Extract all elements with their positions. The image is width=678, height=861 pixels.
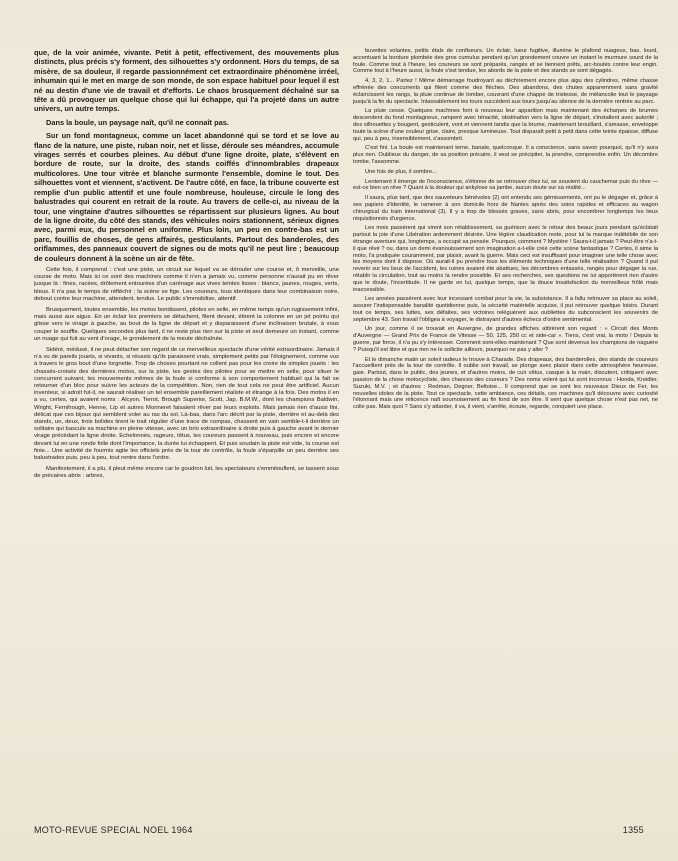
left-column [34,48,339,820]
lead-text [34,48,339,263]
body-paragraph: Sidéré, médusé, il ne peut détacher son regard de ce merveilleux spectacle d'une vérité extraordinaire. Jamais il n'a vu de pareils jouets, si vivants, si réussis qu'ils paraissent vrais, simplement petits par l'éloignement, comme vus à travers le gros bout d'une lorgnette. Trop de choses pourtant ne collent pas pour les croire de simples jouets : les chassés-croisés des dernières motos, sur la piste, les gestes des pilotes pour se mettre en selle, pour situer le concurrent suivant, les mouvements mêmes de la foule si conforme à son comportement habituel qui la fait se retourner d'un bloc pour suivre les acteurs de la compétition. Non, rien de tout cela ne peut être artificiel. Aucun inventeur, si adroit fut-il, ne saurait réaliser un tel ensemble pareillement réaliste et étrange à la fois. Des motos il en a vu, certes, qui avaient noms : Alcyon, Terrot, Brough Superior, Scott, Jap, B.M.W., dont les champions Baldwin, Wright, Fernihough, Henne, Lip et autres Monneret faisaient rêver par leurs exploits. Mais jamais rien d'aussi fini, délicat que ces bijoux qui semblent voler au ras du sol. Là-bas, dans l'arc décrit par la piste, derrière et au-delà des stands, un, deux, trois bolides tirent le trait régulier d'une trace de compas, chassent en vain semble-t-il derrière un solitaire qui bascule sa machine en pleine vitesse, avec un brio extraordinaire à droite puis à gauche avant le dernier virage précédant la ligne droite. Echelonnés, rageurs, têtus, les coureurs passent à nouveau, puis encore et encore devant lui en une ronde folle dont l'importance, la durée lui échappent. Et puis soudain la piste est vide, la course est finie... Une activité de fourmis agite les officiels près de la tour de contrôle, la foule s'éparpille un peu derrière ses balustrades puis, peu à peu, tout rentre dans l'ordre. [34,346,339,462]
body-paragraph: 4, 3, 2, 1... Partez ! Même démarrage foudroyant au déchirement encore plus aigu des cylindres, même chasse effrénée des concurrents qui filent comme des flèches. Des abandons, des chutes apparemment sans gravité éclaircissent les rangs, la pluie continue de tomber, couvrant d'une chappe de tristesse, de mélancolie tout le paysage jusqu'à la fin du spectacle. Inlassablement les tours succèdent aux tours jusqu'au silence de la dernière rentrée au parc. [353,78,658,105]
body-text [34,267,339,481]
publication-title: MOTO-REVUE SPECIAL NOEL 1964 [34,825,193,835]
body-paragraph: buvettes volantes, petits étals de confiseurs. Un éclair, lueur fugitive, illumine le plafond nuageux, bas, lourd, accentuant la bordure plombée des gros cumulus pendant qu'un grondement couvre un instant le murmure sourd de la foule. Comme tout à l'heure, les coureurs se sont préparés, rangés et se tiennent prêts, arc-boutés contre leur engin. Comme tout à l'heure aussi, la foule s'est tendue, les abords de la piste et des stands se sont dégagés. [353,48,658,75]
body-paragraph: Et le dimanche matin un soleil radieux le trouve à Charade. Des drapeaux, des banderolles, des stands de coureurs l'accueillent près de la tour de contrôle. Il oublie son travail, se plonge avec plaisir dans cette atmosphère heureuse, gaie. Partout, dans le public, des jeunes, et d'autres moins, de cuir vêtus, casque à la main, discutent, critiquent avec passion de la chose motocycliste, des chances des coureurs ? Des noms volent qui lui sont inconnus : Honda, Kreidler, Suzuki, M.V. ; et d'autres : Redman, Degner, Beltoise... Il comprend que se sont les nouveaux Dieux de Fer, les nouvelles idoles de la piste. Tout ce spectacle, cette ambiance, ces détails, ces machines qu'il découvre avec curiosité l'étonnant mais une réticence naît sournoisement au fin fond de son être. Il sent que quelque chose n'est pas net, ne colle pas. Mais quoi ? Sans s'y attarder, il va, il vient, s'arrête, écoute, regarde, conquiert une place. [353,356,658,411]
body-paragraph: Cette fois, il comprend : c'est une piste, un circuit sur lequel va se dérouler une course et, ô merveille, une course de moto. Mais ici ce sont des machines comme il n'en a jamais vu, comme personne n'aurait pu en rêver jusque là : fines, racées, drôlement entourées d'un carénage aux vives teintes lisses : blancs, jaunes, rouges, verts, bleus. Il n'a pas le temps de réfléchir ; la scène se fige. Les coureurs, tous identiques dans leur combinaison noire, debout contre leur machine, attendent, tendus. Le public s'immobilise, attentif. [34,266,339,302]
right-column [353,48,658,820]
body-paragraph: C'est fini. La boule est maintenant terne, banale, quelconque. Il a conscience, sans savoir pourquoi, qu'il n'y aura plus rien. Oublieux du danger, de sa position précaire, il veut se précipiter, la prendre, comprendre enfin. Un décombre tombe, l'assomme. [353,145,658,165]
body-paragraph: Une fois de plus, il sombre... [365,168,437,175]
lead-paragraph: Dans la boule, un paysage naît, qu'il ne connaît pas. [46,117,229,127]
body-paragraph: Un jour, comme il se trouvait en Auvergne, de grandes affiches attirèrent son regard : « Circuit des Monts d'Auvergne — Grand Prix de France de Vitesse — 50, 125, 250 cc et side-car ». Tiens, c'est vrai, la moto ! Depuis la guerre, par force, il n'a pu s'y intéresser. Comment sont-elles maintenant ? Que sont devenus les champions de naguère ? Puisqu'il est libre et que rien ne le sollicite ailleurs, pourquoi ne pas y aller ? [353,326,658,353]
body-paragraph: Il saura, plus tard, que des sauveteurs bénévoles (2) ont entendu ses gémissements, ont pu le dégager et, grâce à ses papiers d'identité, le ramener à son domicile hors de Nantes après des soins rapides et efficaces au wagon chirurgical du train international (3). Il y a trop de blessés graves, sans abris, pour encombrer longtemps les lieux réquisitionnés d'urgence. [353,195,658,222]
body-paragraph: Manifestement, il a plu, il pleut même encore car le goudron luit, les spectateurs s'emmitouflent, se tassent sous de précaires abris : arbres, [34,466,339,480]
body-paragraph: La pluie cesse. Quelques machines font à nouveau leur apparition mais maintenant des écharpes de brumes descendent du fond montagneux, rampent avec ténacité, obstination vers la ligne de départ, s'installent avec autorité ; des silhouettes y bougent, gesticulent, vont et viennent tandis que la brume, maintenant brouillard, s'amasse, enveloppe toute la scène d'une couleur grise, claire, presque lumineuse. Tout disparaît petit à petit dans cette teinte épaisse, diffuse qui, peu à peu, insensiblement, s'assombrit. [353,108,658,142]
body-paragraph: Lentement il émerge de l'inconscience, s'étonne de se retrouver chez lui, se souvient du cauchemar puis du rêve — est-ce bien un rêve ? Quant à la douleur qui ankylose sa jambe, aucun doute sur sa réalité... [353,178,658,192]
body-paragraph: Brusquement, toutes ensemble, les motos bondissent, pilotes en selle, en même temps qu'un rugissement infini, mais aussi aux aigus. En un éclair les premiers se détachent, filent devant, étirent la colonne en un jet pointu qui glisse vers le virage à gauche, au bout de la ligne de départ et y disparaissent d'une inclinaison brutale, à vous couper le souffle. Quelques secondes plus tard, il ne reste plus rien sur la piste et seul demeure un instant, comme un nuage qui fuit au vent d'orage, le grondement de la meute déchaînée. [34,306,339,342]
body-paragraph: Les années passèrent avec leur incessant combat pour la vie, la subsistance. Il a fallu retrouver sa place au soleil, assurer l'indispensable banalité quotidienne puis, la sécurité matérielle acquise, il put retrouver quelque loisirs. Durant tout ce temps, ses luttes, ses défaites, ses victoires reléguèrent aux oubliettes du subconscient les souvenirs de septembre 43. Son travail l'obligea à voyager, le distrayant d'autres échecs d'ordre sentimental. [353,296,658,323]
body-paragraph: Les mois passèrent qui virent son rétablissement, sa guérison avec le retour des beaux jours pendant qu'éclatait partout la joie d'une Libération ardemment désirée. Une légère claudication reste, pour lui la marque indélébile de son étrange aventure qui, longtemps, a occupé sa pensée. Pourquoi, comment ? Mystère ! Saura-t-il jamais ? Peut-être n'a-t-il que rêvé ? ou, dans un demi évanouissement son imagination a-t-elle créé cette scène fantastique ? Certes, il aime la moto, l'a pratiquée couramment, par plaisir, avant la guerre. Mais ceci est insuffisant pour imaginer une telle chose avec les moyens dont il dispose. Où aurait-il pu prendre tous les éléments techniques d'une telle réalisation ? Quand il put revenir sur les lieux de l'accident, les ruines avaient été abattues, les décombres entassés, rangés pour dégager la rue, rétablir la circulation, tout au moins la rendre possible. Et ses recherches, ses questions ne lui apportèrent rien d'autre que le doute, l'incertitude. Il ne garde en lui, quelque temps, que la douce insatisfaction du merveilleux frôlé mais inaccessible. [353,225,658,293]
lead-paragraph: que, de la voir animée, vivante. Petit à petit, effectivement, des mouvements plus distincts, plus précis s'y forment, des silhouettes s'y ordonnent. Hors du temps, de sa misère, de sa douleur, il regarde passionnément cet extraordinaire phénomène irréel, inhumain qui le met en marge de son monde, de son espace habituel pour lequel il est né au destin d'une vie de travail et d'efforts. Le chaos brusquement déchaîné sur sa tête a dû provoquer un quelque chose qui lui échappe, qui l'a projeté dans un autre univers, un autre temps. [34,48,339,114]
page-number: 1355 [622,825,644,835]
page-footer [34,825,644,839]
lead-paragraph: Sur un fond montagneux, comme un lacet abandonné qui se tord et se love au flanc de la nature, une piste, ruban noir, net et lisse, déroule ses méandres, accumule virages serrés et courbes pleines. Au début d'une ligne droite, plate, s'élèvent en bordure de route, sur la droite, des stands coiffés d'innombrables drapeaux multicolores. Une tour vitrée et blanche surmonte l'ensemble, domine le tout. Des silhouettes vont et viennent, s'activent. De l'autre côté, en face, la tribune couverte est remplie d'un public attentif et une foule nombreuse, houleuse, circule le long des balustrades qui courent en retrait de la route. Au travers de celle-ci, au niveau de la tour, une vingtaine d'autres silhouettes se répartissent sur plusieurs lignes. Au bout de la ligne droite, du côté des stands, des véhicules noirs stationnent, sérieux dignes avec, parmi eux, du personnel en uniforme. Plus loin, un peu en contre-bas est un parc, fouillis de choses, de gens affairés, gesticulants. Partout des banderoles, des oriflammes, des panneaux couvert de signes ou de mots qu'il ne peut lire ; beaucoup de couleurs donnent à la scène un air de fête. [34,131,339,263]
